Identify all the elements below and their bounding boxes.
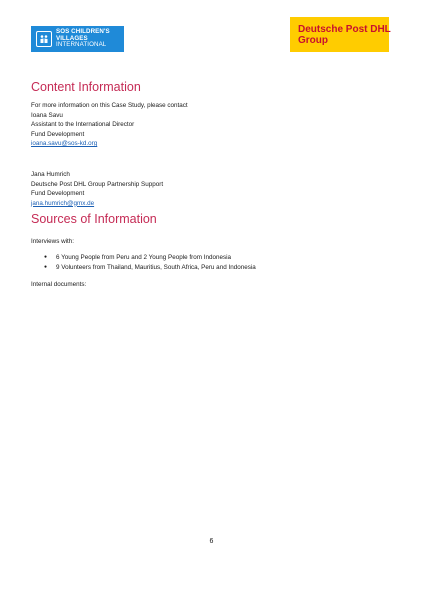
contact-block-1 <box>31 101 188 149</box>
contact-block-2 <box>31 170 163 208</box>
internal-documents-text: Internal documents: <box>31 281 87 288</box>
sos-logo-line-2: VILLAGES <box>56 34 88 42</box>
interviews-list <box>44 253 256 272</box>
contact1-department: Fund Development <box>31 130 85 138</box>
sources-of-information-heading: Sources of Information <box>31 212 157 226</box>
interviews-label <box>31 237 74 247</box>
dhl-logo-line-1: Deutsche Post DHL <box>298 24 391 35</box>
sos-logo-line-3: INTERNATIONAL <box>56 41 107 49</box>
list-item: ● 6 Young People from Peru and 2 Young People from Indonesia <box>44 253 256 263</box>
contact2-email-link[interactable]: jana.humrich@gmx.de <box>31 199 95 207</box>
contact2-department: Fund Development <box>31 190 85 197</box>
contact-intro: For more information on this Case Study, please contact <box>31 102 188 109</box>
page-number: 6 <box>209 538 214 545</box>
content-information-heading: Content Information <box>31 80 141 94</box>
contact1-role: Assistant to the International Director <box>31 121 135 128</box>
contact2-name: Jana Humrich <box>31 171 70 178</box>
contact1-email-link[interactable]: ioana.savu@sos-kd.org <box>31 140 98 147</box>
sos-logo-text <box>56 29 110 49</box>
sos-logo-line-1: SOS CHILDREN'S <box>56 28 110 36</box>
deutsche-post-dhl-logo <box>290 17 389 52</box>
dhl-logo-line-2: Group <box>298 35 328 46</box>
contact2-role: Deutsche Post DHL Group Partnership Support <box>31 180 164 188</box>
interviews-label-text: Interviews with: <box>31 238 75 245</box>
list-item: ● 9 Volunteers from Thailand, Mauritius, South Africa, Peru and Indonesia <box>44 263 256 273</box>
internal-documents-label <box>31 280 86 290</box>
contact1-name: Ioana Savu <box>31 111 63 119</box>
sos-house-icon <box>36 31 52 47</box>
sos-childrens-villages-logo <box>31 26 124 52</box>
